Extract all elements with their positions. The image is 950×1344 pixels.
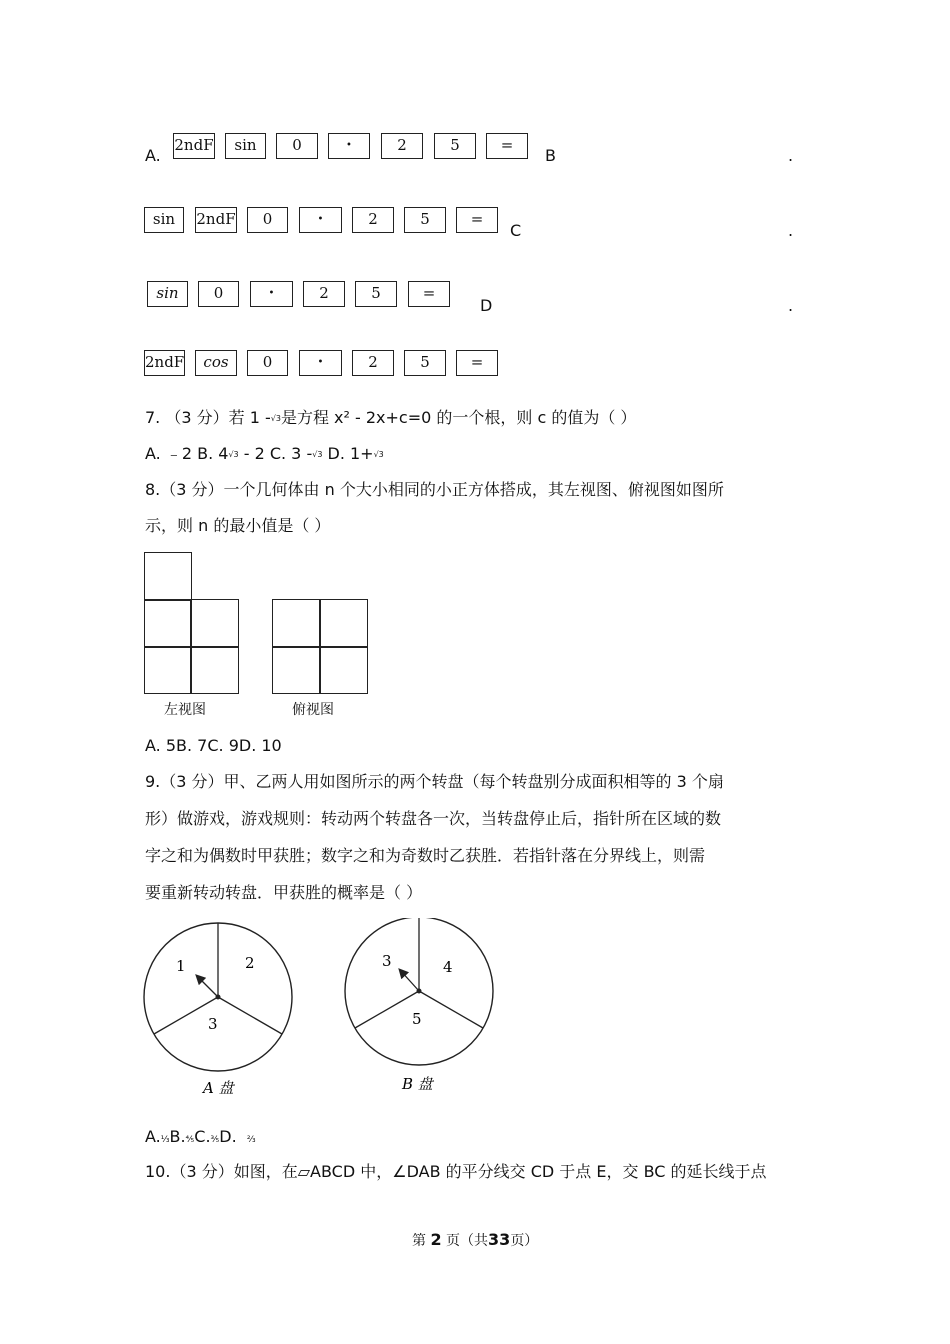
view-square: [144, 646, 192, 694]
fraction-small: ⅔: [246, 1135, 256, 1145]
q8-choices: A. 5B. 7C. 9D. 10: [145, 736, 282, 755]
key-5: 5: [404, 207, 446, 233]
spinner-divider: [419, 991, 483, 1028]
view-square: [144, 599, 192, 648]
key-decimal-point: •: [299, 207, 342, 233]
view-square: [319, 599, 368, 648]
q8-stem-line1: 8.（3 分）一个几何体由 n 个大小相同的小正方体搭成，其左视图、俯视图如图所: [145, 480, 724, 499]
key-0: 0: [247, 350, 288, 376]
key-decimal-point: •: [299, 350, 342, 376]
page-footer: [412, 1230, 538, 1250]
view-square: [144, 552, 192, 601]
key-0: 0: [247, 207, 288, 233]
spinner-a-number-1: 1: [176, 957, 186, 975]
key-5: 5: [404, 350, 446, 376]
key-decimal-point: •: [328, 133, 370, 159]
view-square: [190, 646, 239, 694]
key-2: 2: [381, 133, 423, 159]
footer-mid: 页（共: [446, 1233, 489, 1249]
q9-choices: [145, 1127, 256, 1150]
key-sin: sin: [144, 207, 184, 233]
key-2: 2: [352, 350, 394, 376]
sqrt3-small: √3: [312, 450, 323, 459]
q6-period-2: .: [788, 221, 794, 240]
q7-stem: [145, 408, 636, 429]
key-decimal-point: •: [250, 281, 293, 307]
pivot-dot: [216, 995, 221, 1000]
key-cos: cos: [195, 350, 237, 376]
q6-period-3: .: [788, 296, 794, 315]
key-2ndf: 2ndF: [144, 350, 185, 376]
left-view-caption: 左视图: [164, 702, 206, 718]
spinner-b-number-4: 4: [443, 958, 453, 976]
spinner-b-number-3: 3: [382, 952, 392, 970]
spinner-divider: [218, 997, 282, 1034]
q7-choice-d: D. 1+: [322, 444, 374, 463]
pointer-arrow-icon: [197, 976, 218, 997]
spinner-a-number-2: 2: [245, 954, 255, 972]
q9-stem-line4: 要重新转动转盘．甲获胜的概率是（ ）: [145, 883, 423, 902]
q7-stem-part2: 是方程 x² - 2x+c=0 的一个根，则 c 的值为（ ）: [280, 408, 637, 427]
top-view-caption: 俯视图: [292, 702, 334, 718]
pivot-dot: [417, 989, 422, 994]
fraction-small: ⅓: [160, 1135, 170, 1145]
key-equals: =: [486, 133, 528, 159]
sqrt3-small: √3: [373, 450, 384, 459]
q6-option-b-label: B: [545, 146, 556, 165]
q8-stem-line2: 示，则 n 的最小值是（ ）: [145, 516, 331, 535]
spinner-divider: [355, 991, 419, 1028]
key-equals: =: [456, 350, 498, 376]
q6-option-d-label: D: [480, 296, 493, 315]
q9-choice-d: D.: [219, 1127, 237, 1146]
q7-stem-part1: 7. （3 分）若 1 -: [145, 408, 271, 427]
q9-stem-line2: 形）做游戏，游戏规则：转动两个转盘各一次，当转盘停止后，指针所在区域的数: [145, 809, 722, 828]
q9-choice-c: C.: [194, 1127, 211, 1146]
key-0: 0: [276, 133, 318, 159]
page-number: 2: [430, 1230, 442, 1249]
spinner-b-number-5: 5: [412, 1010, 422, 1028]
q7-choice-a: A. ﹣2 B. 4: [145, 444, 229, 463]
q9-stem-line3: 字之和为偶数时甲获胜；数字之和为奇数时乙获胜．若指针落在分界线上，则需: [145, 846, 706, 865]
view-square: [272, 599, 321, 648]
q9-stem-line1: 9.（3 分）甲、乙两人用如图所示的两个转盘（每个转盘别分成面积相等的 3 个扇: [145, 772, 724, 791]
key-2ndf: 2ndF: [195, 207, 237, 233]
q6-option-c-label: C: [510, 221, 522, 240]
key-2ndf: 2ndF: [173, 133, 215, 159]
fraction-small: ⅗: [210, 1135, 220, 1145]
view-square: [319, 646, 368, 694]
q6-option-a-label: A.: [145, 146, 161, 165]
spinner-a-caption: A 盘: [203, 1079, 234, 1097]
q7-choices: [145, 444, 384, 465]
key-2: 2: [303, 281, 345, 307]
q9-choice-b: B.: [169, 1127, 186, 1146]
key-equals: =: [456, 207, 498, 233]
q9-choice-a: A.: [145, 1127, 161, 1146]
total-pages: 33: [488, 1230, 511, 1249]
key-5: 5: [434, 133, 476, 159]
key-5: 5: [355, 281, 397, 307]
spinner-a: [144, 923, 292, 1097]
spinner-b-caption: B 盘: [402, 1075, 433, 1093]
key-sin: sin: [225, 133, 266, 159]
q7-choice-c: - 2 C. 3 -: [238, 444, 313, 463]
q10-stem-line1: 10.（3 分）如图，在▱ABCD 中，∠DAB 的平分线交 CD 于点 E，交 BC 的延长线于点: [145, 1162, 767, 1181]
pointer-arrow-icon: [400, 970, 419, 991]
q6-period-1: .: [788, 146, 794, 165]
key-0: 0: [198, 281, 239, 307]
footer-prefix: 第: [412, 1233, 426, 1249]
view-square: [190, 599, 239, 648]
sqrt3-small: √3: [228, 450, 239, 459]
key-2: 2: [352, 207, 394, 233]
spinner-a-number-3: 3: [208, 1015, 218, 1033]
spinner-figures: [140, 918, 500, 1098]
sqrt3-small: √3: [270, 414, 281, 423]
key-sin: sin: [147, 281, 188, 307]
footer-suffix: 页）: [510, 1233, 539, 1249]
view-square: [272, 646, 321, 694]
spinner-b: [345, 918, 493, 1093]
key-equals: =: [408, 281, 450, 307]
fraction-small: ⅘: [185, 1135, 195, 1145]
